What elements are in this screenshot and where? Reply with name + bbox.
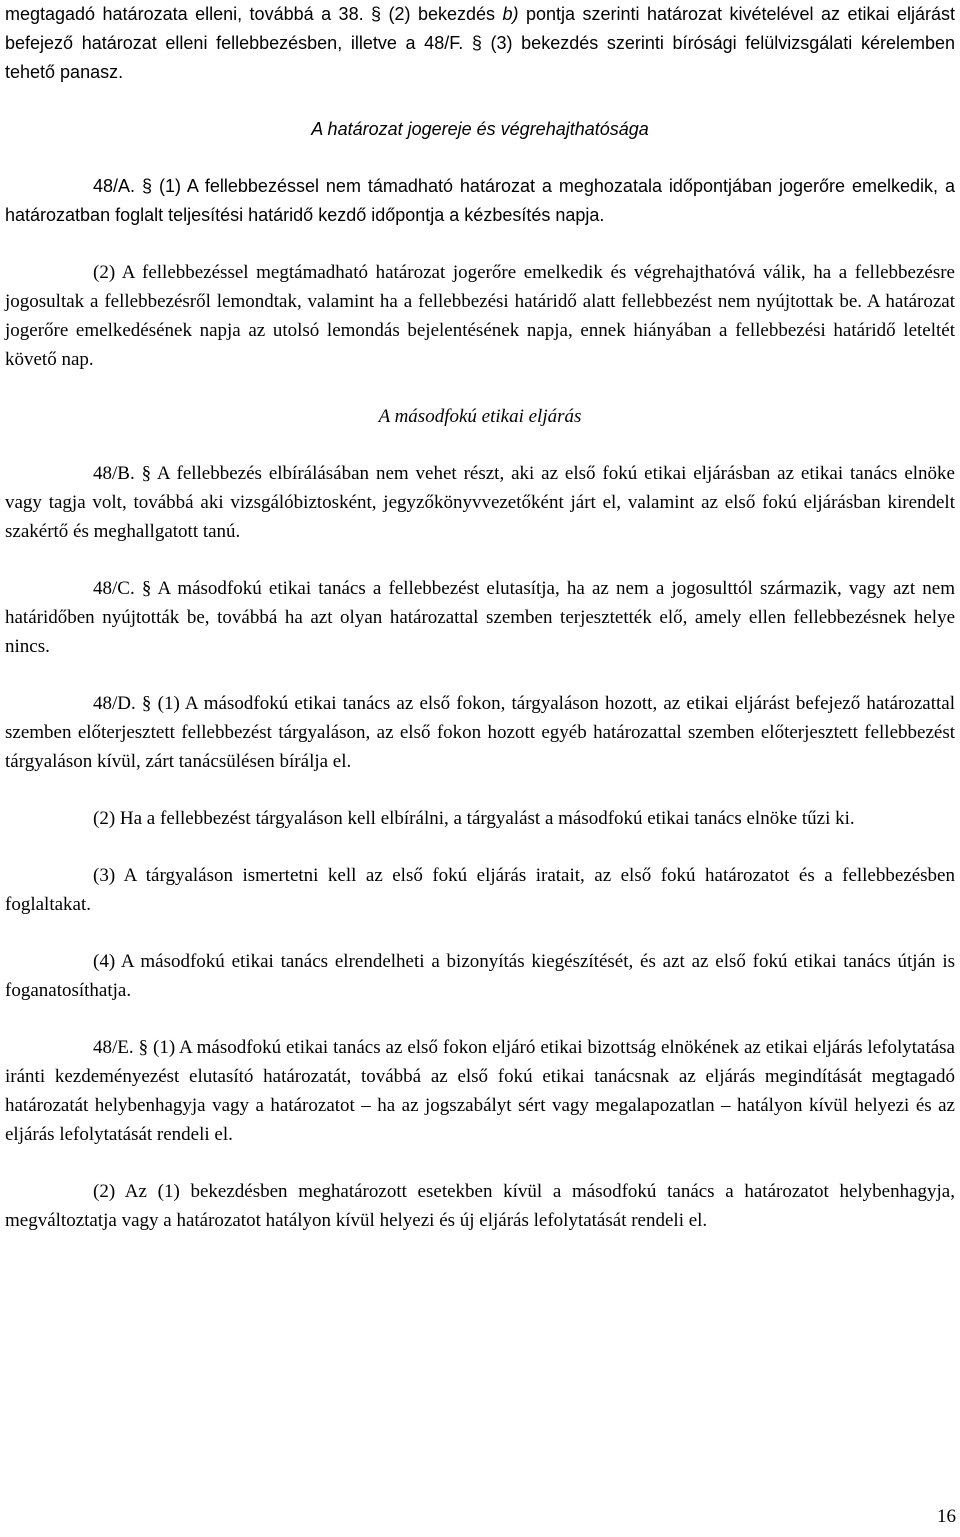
paragraph-48a-2 <box>5 258 955 374</box>
paragraph-text: megtagadó határozata elleni, továbbá a 38. § (2) bekezdés <box>5 4 503 24</box>
paragraph-continuation <box>5 0 955 87</box>
paragraph-48d-2: (2) Ha a fellebbezést tárgyaláson kell elbírálni, a tárgyalást a másodfokú etikai tanács elnöke tűzi ki. <box>93 808 855 829</box>
section-heading-masodfoku: A másodfokú etikai eljárás <box>378 406 582 427</box>
document-page <box>5 0 955 1263</box>
paragraph-48e-2: (2) Az (1) bekezdésben meghatározott esetekben kívül a másodfokú tanács a határozatot helybenhagyja, megváltoztatja vagy a határozatot hatályon kívül helyezi és új eljárás lefolytatását rendeli el. <box>5 1181 955 1231</box>
section-heading-jogerő: A határozat jogereje és végrehajthatósága <box>311 119 649 139</box>
paragraph-48d-3: (3) A tárgyaláson ismertetni kell az első fokú eljárás iratait, az első fokú határozatot és a fellebbezésben foglaltakat. <box>5 865 955 915</box>
paragraph-text: pontja szerinti határozat kivételével az etikai eljárást befejező határozat elleni fellebbezésben, illetve a 48/F. § (3) bekezdés szerinti bírósági felülvizsgálati kérelemben tehető panasz. <box>5 4 955 82</box>
paragraph-text: (2) A fellebbezéssel megtámadható határozat jogerőre emelkedik és végrehajthatóvá válik, ha a fellebbezésre jogosultak a fellebbezésről lemondtak, valamint ha a fellebbezési határidő alatt fellebbezést nem nyújtottak be. <box>5 262 955 312</box>
paragraph-48e-1: 48/E. § (1) A másodfokú etikai tanács az első fokon eljáró etikai bizottság elnökének az etikai eljárás lefolytatása iránti kezdeményezést elutasító határozatát, továbbá az első fokú etikai tanácsnak az eljárás megindítását megtagadó határozatát helybenhagyja vagy a határozatot – ha az jogszabályt sért vagy megalapozatlan – hatályon kívül helyezi és az eljárás lefolytatását rendeli el. <box>5 1037 955 1145</box>
paragraph-48b: 48/B. § A fellebbezés elbírálásában nem vehet részt, aki az első fokú etikai eljárásban az etikai tanács elnöke vagy tagja volt, továbbá aki vizsgálóbiztosként, jegyzőkönyvvezetőként járt el, valamint az első fokú eljárásban kirendelt szakértő és meghallgatott tanú. <box>5 463 955 542</box>
page-number: 16 <box>937 1506 956 1527</box>
paragraph-48a-1: 48/A. § (1) A fellebbezéssel nem támadható határozat a meghozatala időpontjában jogerőre emelkedik, a határozatban foglalt teljesítési határidő kezdő időpontja a kézbesítés napja. <box>5 176 955 225</box>
paragraph-text: A határozat jogerőre emelkedésének napja az utolsó lemondás bejelentésének napja, ennek hiányában a fellebbezési határidő leteltét követő nap. <box>5 291 956 370</box>
paragraph-48d-1: 48/D. § (1) A másodfokú etikai tanács az első fokon, tárgyaláson hozott, az etikai eljárást befejező határozattal szemben előterjesztett fellebbezést tárgyaláson, az első fokon hozott egyéb határozattal szemben előterjesztett fellebbezést tárgyaláson kívül, zárt tanácsülésen bírálja el. <box>5 693 955 772</box>
paragraph-48c: 48/C. § A másodfokú etikai tanács a fellebbezést elutasítja, ha az nem a jogosulttól származik, vagy azt nem határidőben nyújtották be, továbbá ha azt olyan határozattal szemben terjesztették elő, amely ellen fellebbezésnek helye nincs. <box>5 578 955 657</box>
paragraph-48d-4: (4) A másodfokú etikai tanács elrendelheti a bizonyítás kiegészítését, és azt az első fokú etikai tanács útján is foganatosíthatja. <box>5 951 955 1001</box>
italic-point: b) <box>502 4 519 24</box>
